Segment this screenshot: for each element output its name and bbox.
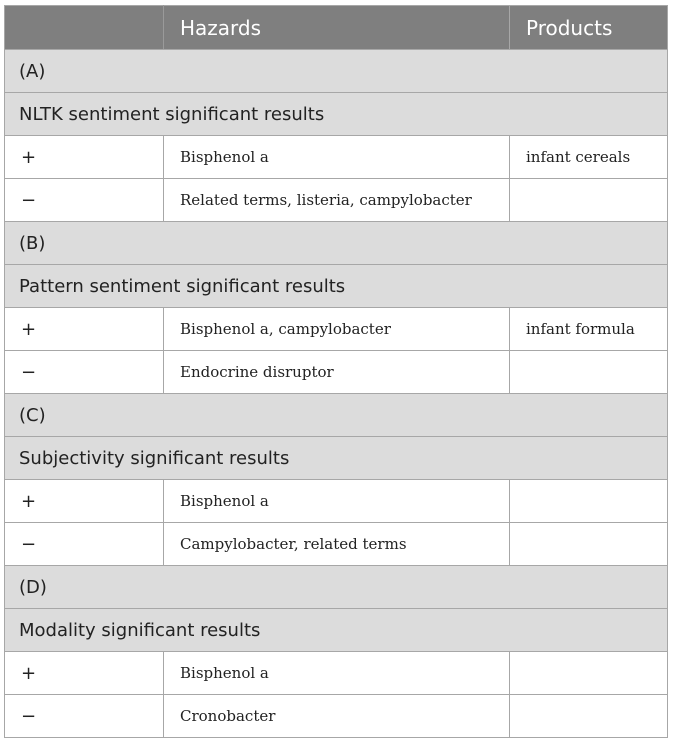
section-title: Subjectivity significant results — [5, 437, 668, 480]
section-label-row — [5, 50, 668, 93]
section-label: (B) — [5, 222, 668, 265]
section-title: Pattern sentiment significant results — [5, 265, 668, 308]
section-label: (D) — [5, 566, 668, 609]
header-hazards: Hazards — [164, 6, 510, 50]
hazards-cell: Bisphenol a — [164, 136, 510, 179]
header-products: Products — [510, 6, 668, 50]
sign-cell: + — [5, 308, 164, 351]
table-row — [5, 695, 668, 738]
hazards-cell: Cronobacter — [164, 695, 510, 738]
table-row — [5, 480, 668, 523]
section-label-row — [5, 222, 668, 265]
products-cell — [510, 179, 668, 222]
hazards-cell: Endocrine disruptor — [164, 351, 510, 394]
section-label-row — [5, 394, 668, 437]
products-cell: infant formula — [510, 308, 668, 351]
table-row — [5, 351, 668, 394]
section-label: (C) — [5, 394, 668, 437]
sign-cell: + — [5, 652, 164, 695]
hazards-cell: Bisphenol a, campylobacter — [164, 308, 510, 351]
sign-cell: − — [5, 695, 164, 738]
products-cell — [510, 695, 668, 738]
section-title: NLTK sentiment significant results — [5, 93, 668, 136]
hazards-cell: Bisphenol a — [164, 480, 510, 523]
sign-cell: + — [5, 136, 164, 179]
products-cell — [510, 480, 668, 523]
results-table — [4, 5, 668, 738]
hazards-cell: Bisphenol a — [164, 652, 510, 695]
sign-cell: − — [5, 523, 164, 566]
header-blank-cell — [5, 6, 164, 50]
table-row — [5, 179, 668, 222]
hazards-cell: Campylobacter, related terms — [164, 523, 510, 566]
section-title-row — [5, 437, 668, 480]
sign-cell: − — [5, 179, 164, 222]
sign-cell: + — [5, 480, 164, 523]
results-table-container — [4, 5, 667, 738]
section-title: Modality significant results — [5, 609, 668, 652]
products-cell — [510, 351, 668, 394]
section-title-row — [5, 93, 668, 136]
sign-cell: − — [5, 351, 164, 394]
products-cell: infant cereals — [510, 136, 668, 179]
section-label: (A) — [5, 50, 668, 93]
table-row — [5, 523, 668, 566]
products-cell — [510, 523, 668, 566]
section-label-row — [5, 566, 668, 609]
section-title-row — [5, 265, 668, 308]
products-cell — [510, 652, 668, 695]
table-row — [5, 652, 668, 695]
table-row — [5, 136, 668, 179]
hazards-cell: Related terms, listeria, campylobacter — [164, 179, 510, 222]
section-title-row — [5, 609, 668, 652]
table-row — [5, 308, 668, 351]
header-row — [5, 6, 668, 50]
